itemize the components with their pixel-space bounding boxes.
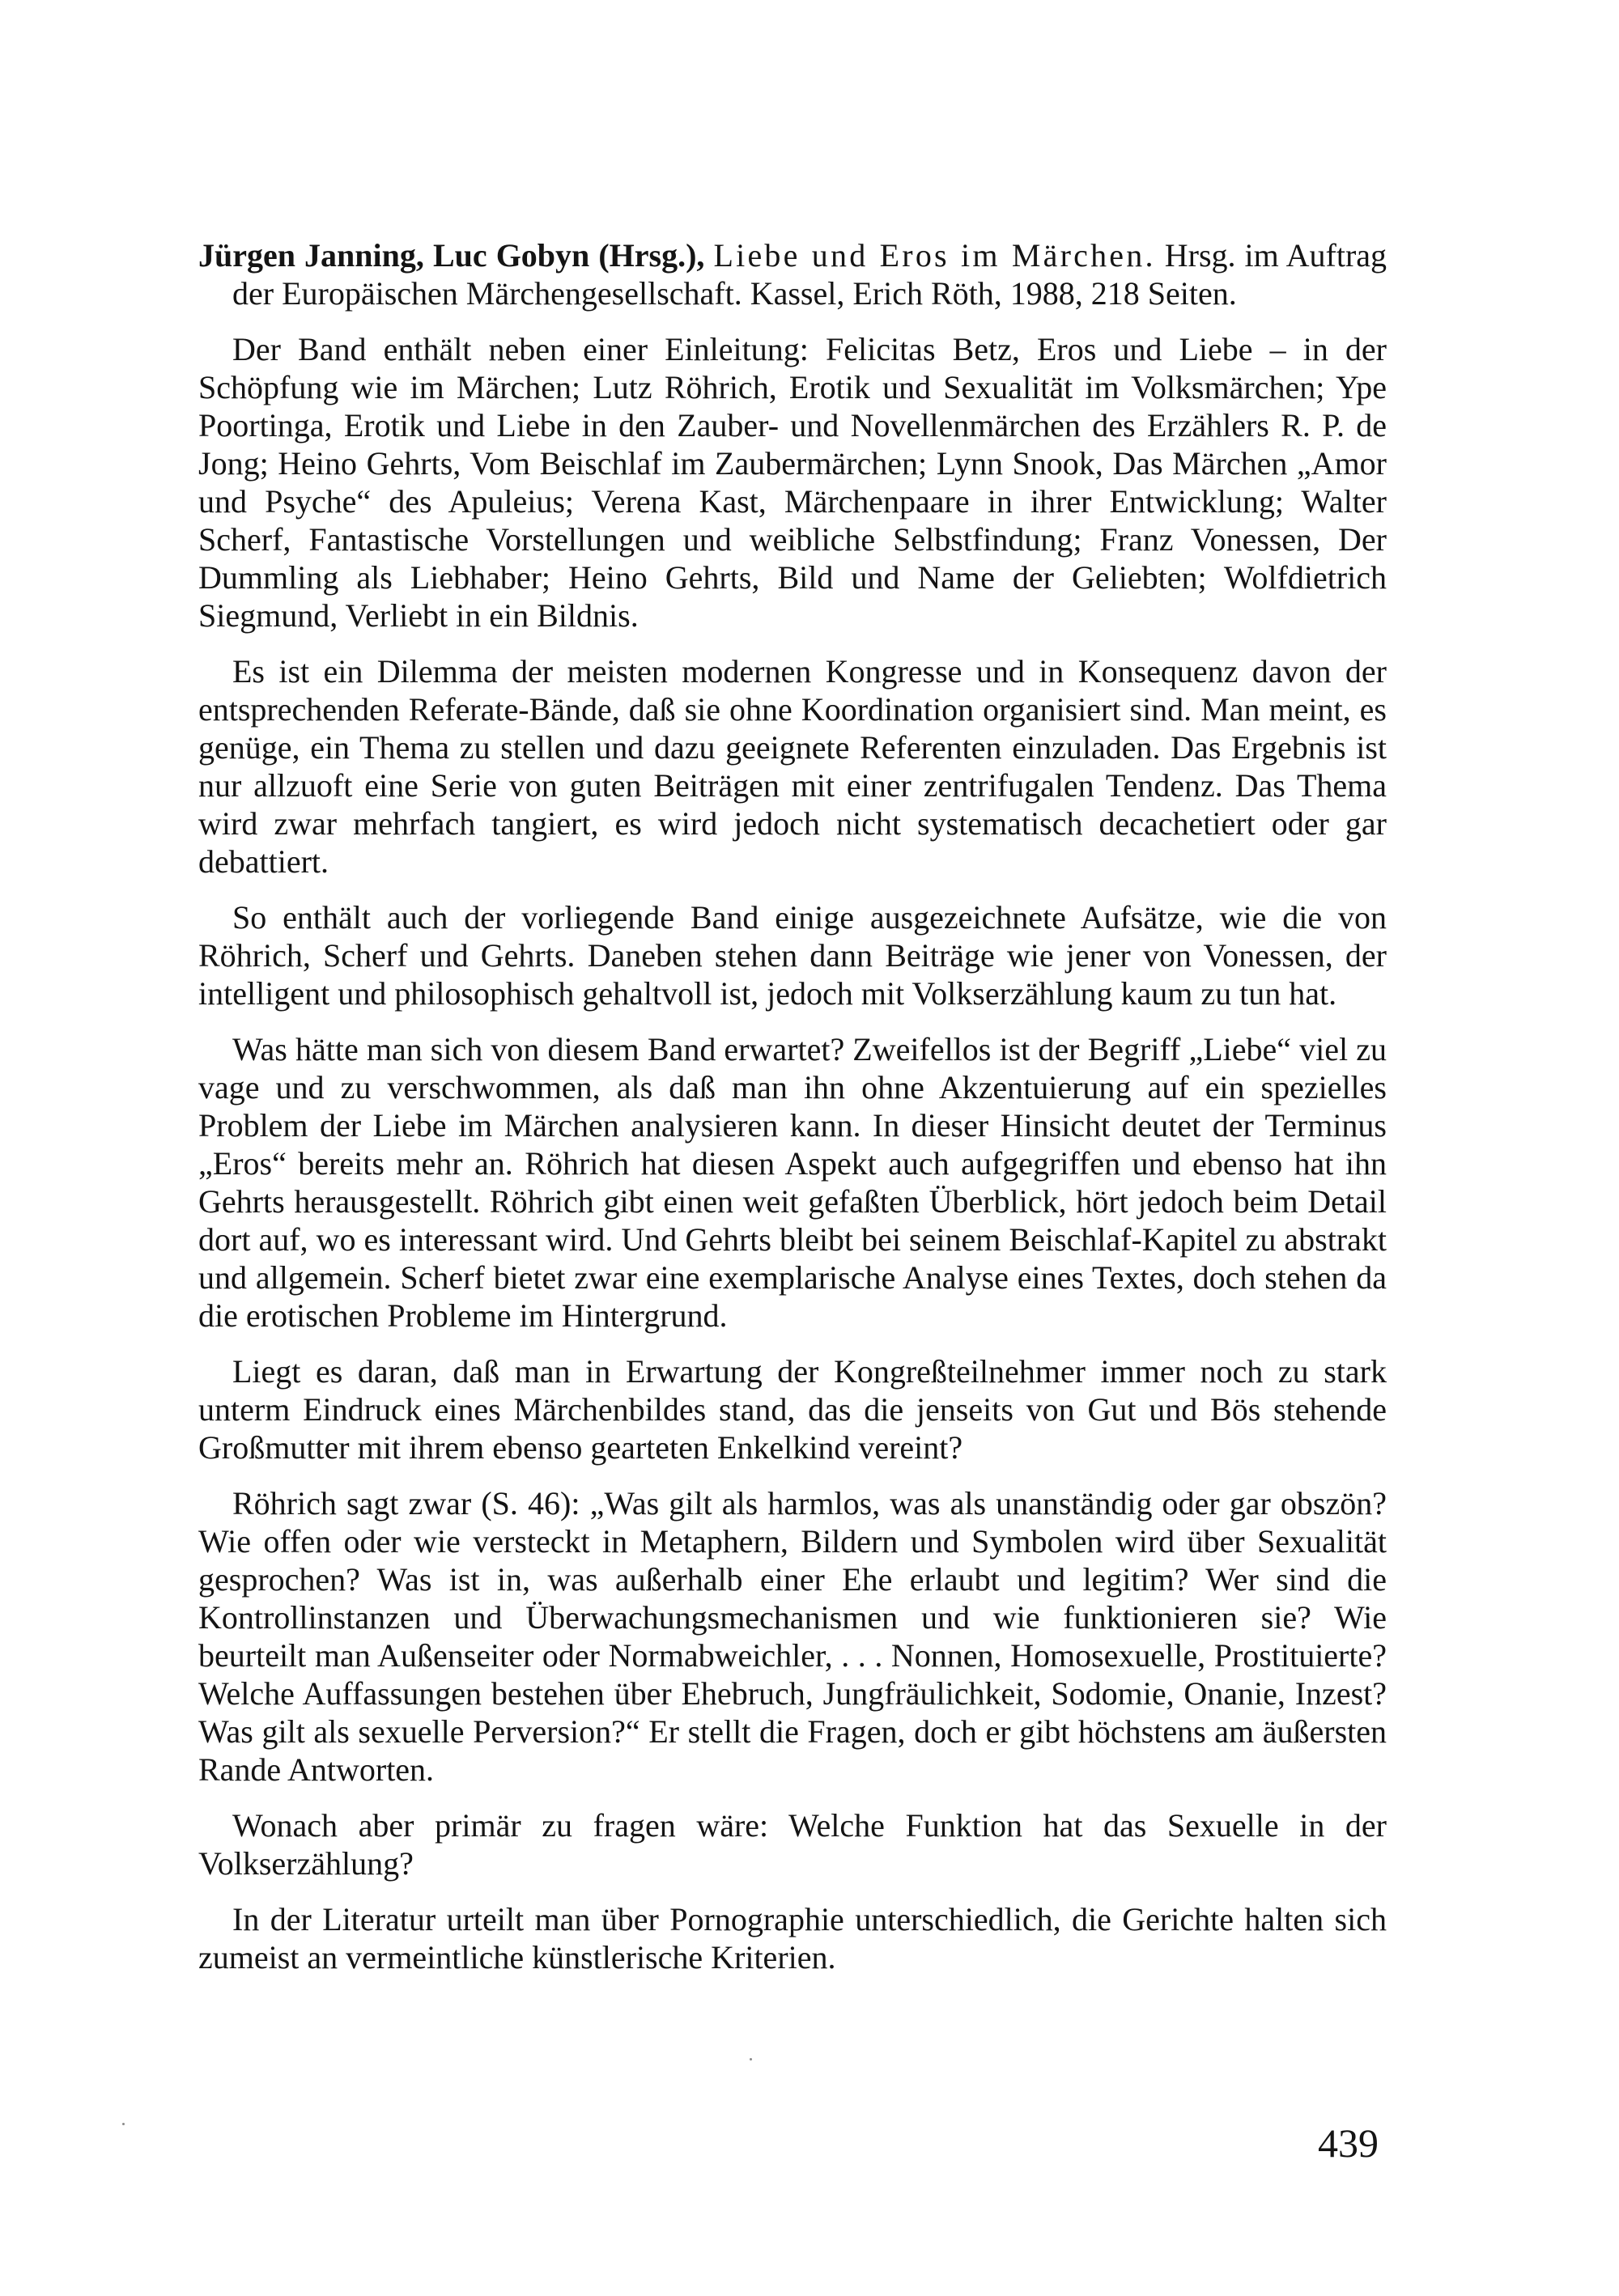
- paragraph-expectations: Was hätte man sich von diesem Band erwartet? Zweifellos ist der Begriff „Liebe“ viel zu vage und zu verschwommen, als daß man ihn ohne Akzentuierung auf ein spezielles Problem der Liebe im Märchen analysieren kann. In dieser Hinsicht deutet der Terminus „Eros“ bereits mehr an. Röhrich hat diesen Aspekt auch aufgegriffen und ebenso hat ihn Gehrts herausgestellt. Röhrich gibt einen weit gefaßten Überblick, hört jedoch beim Detail dort auf, wo es interessant wird. Und Gehrts bleibt bei seinem Beischlaf-Kapitel zu abstrakt und allgemein. Scherf bietet zwar eine exemplarische Analyse eines Textes, doch stehen da die erotischen Probleme im Hintergrund.: [198, 1031, 1387, 1334]
- text-column: [198, 236, 1387, 1994]
- scan-speck: [750, 2058, 752, 2060]
- paragraph-congress-dilemma: Es ist ein Dilemma der meisten modernen Kongresse und in Konsequenz davon der entsprechenden Referate-Bände, daß sie ohne Koordination organisiert sind. Man meint, es genüge, ein Thema zu stellen und dazu geeignete Referenten einzuladen. Das Ergebnis ist nur allzuoft eine Serie von guten Beiträgen mit einer zentrifugalen Tendenz. Das Thema wird zwar mehrfach tangiert, es wird jedoch nicht systematisch decachetiert oder gar debattiert.: [198, 653, 1387, 880]
- entry-publication-details: Hrsg. im Auftrag der Europäischen Märchengesellschaft. Kassel, Erich Röth, 1988, 218 Seiten.: [232, 237, 1387, 312]
- bibliographic-entry: [198, 236, 1387, 312]
- paragraph-notable-essays: So enthält auch der vorliegende Band einige ausgezeichnete Aufsätze, wie die von Röhrich, Scherf und Gehrts. Daneben stehen dann Beiträge wie jener von Vonessen, der intelligent und philosophisch gehaltvoll ist, jedoch mit Volkserzählung kaum zu tun hat.: [198, 899, 1387, 1012]
- paragraph-question-impression: Liegt es daran, daß man in Erwartung der Kongreßteilnehmer immer noch zu stark unterm Eindruck eines Märchenbildes stand, das die jenseits von Gut und Bös stehende Großmutter mit ihrem ebenso gearteten Enkelkind vereint?: [198, 1353, 1387, 1466]
- paragraph-primary-question: Wonach aber primär zu fragen wäre: Welche Funktion hat das Sexuelle in der Volkserzählung?: [198, 1807, 1387, 1882]
- paragraph-pornography-literature: In der Literatur urteilt man über Pornographie unterschiedlich, die Gerichte halten sich zumeist an vermeintliche künstlerische Kriterien.: [198, 1901, 1387, 1976]
- paragraph-contents-list: Der Band enthält neben einer Einleitung: Felicitas Betz, Eros und Liebe – in der Schöpfung wie im Märchen; Lutz Röhrich, Erotik und Sexualität im Volksmärchen; Ype Poortinga, Erotik und Liebe in den Zauber- und Novellenmärchen des Erzählers R. P. de Jong; Heino Gehrts, Vom Beischlaf im Zaubermärchen; Lynn Snook, Das Märchen „Amor und Psyche“ des Apuleius; Verena Kast, Märchenpaare in ihrer Entwicklung; Walter Scherf, Fantastische Vorstellungen und weibliche Selbstfindung; Franz Vonessen, Der Dummling als Liebhaber; Heino Gehrts, Bild und Name der Geliebten; Wolfdietrich Siegmund, Verliebt in ein Bildnis.: [198, 331, 1387, 634]
- page-number: 439: [1318, 2120, 1379, 2166]
- entry-authors: Jürgen Janning, Luc Gobyn (Hrsg.),: [198, 237, 705, 274]
- paragraph-roehrich-quote: Röhrich sagt zwar (S. 46): „Was gilt als harmlos, was als unanständig oder gar obszön? Wie offen oder wie versteckt in Metaphern, Bildern und Symbolen wird über Sexualität gesprochen? Was ist in, was außerhalb einer Ehe erlaubt und legitim? Wer sind die Kontrollinstanzen und Überwachungsmechanismen und wie funktionieren sie? Wie beurteilt man Außenseiter oder Normabweichler, . . . Nonnen, Homosexuelle, Prostituierte? Welche Auffassungen bestehen über Ehebruch, Jungfräulichkeit, Sodomie, Onanie, Inzest? Was gilt als sexuelle Perversion?“ Er stellt die Fragen, doch er gibt höchstens am äußersten Rande Antworten.: [198, 1485, 1387, 1788]
- scan-speck: [122, 2123, 125, 2125]
- entry-title: Liebe und Eros im Märchen.: [713, 237, 1156, 274]
